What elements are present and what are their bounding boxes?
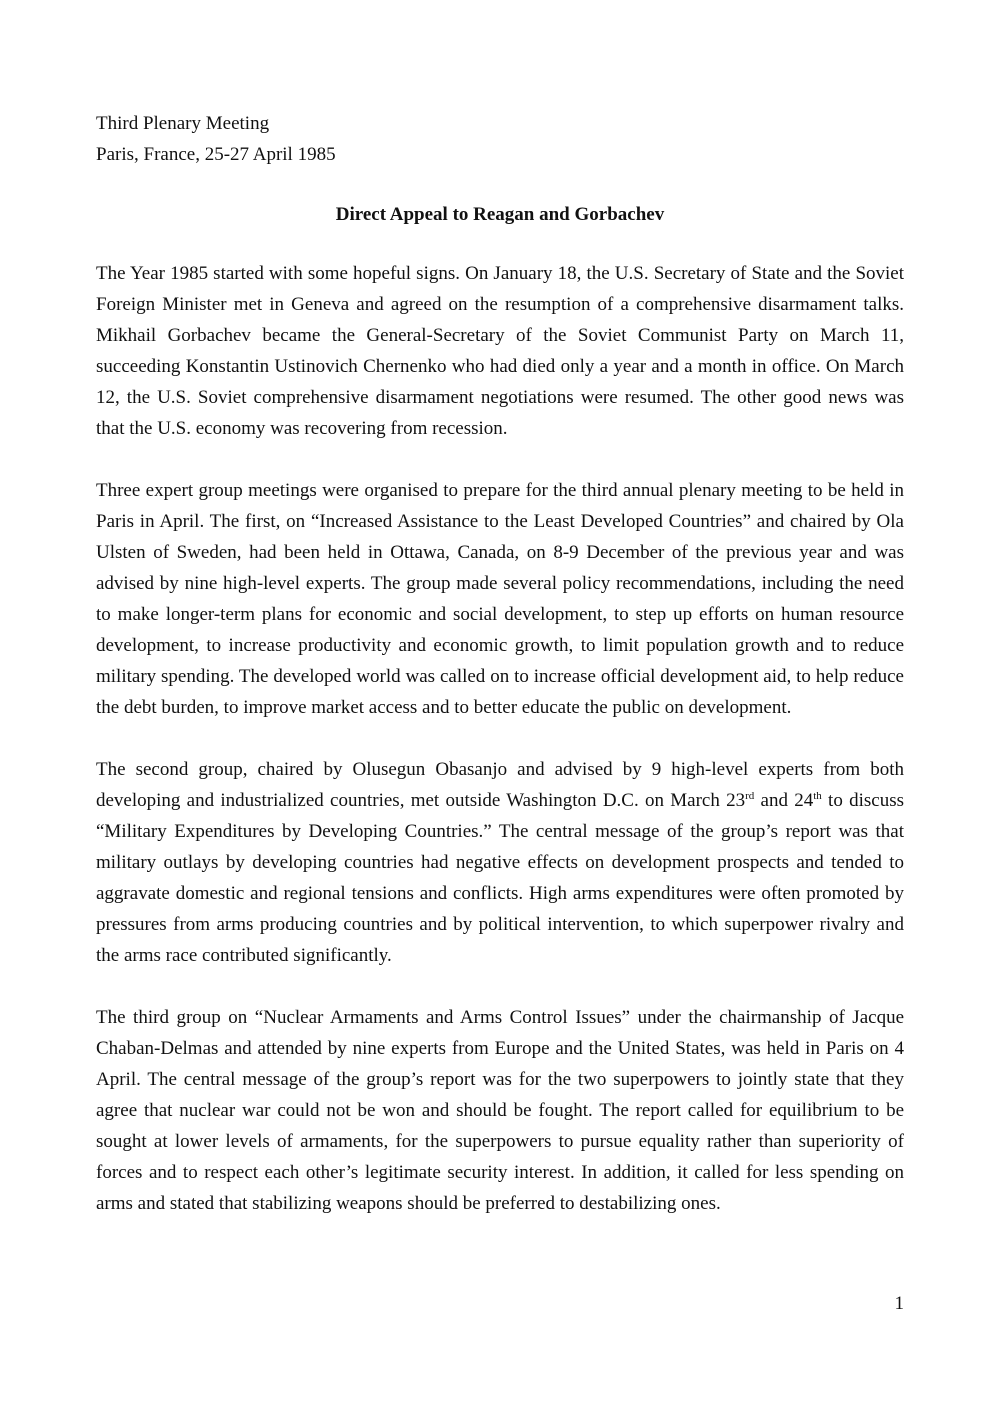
paragraph-2: Three expert group meetings were organised to prepare for the third annual plenary meeting to be held in Paris in April. The first, on “Increased Assistance to the Least Developed Countries” and chaired by Ola Ulsten of Sweden, had been held in Ottawa, Canada, on 8-9 December of the previous year and was advised by nine high-level experts. The group made several policy recommendations, including the need to make longer-term plans for economic and social development, to step up efforts on human resource development, to increase productivity and economic growth, to limit population growth and to reduce military spending. The developed world was called on to increase official development aid, to help reduce the debt burden, to improve market access and to better educate the public on development.: [96, 480, 904, 718]
ordinal-suffix-rd: rd: [745, 790, 755, 802]
paragraph-4: The third group on “Nuclear Armaments and Arms Control Issues” under the chairmanship of Jacque Chaban-Delmas and attended by nine experts from Europe and the United States, was held in Paris on 4 April. The central message of the group’s report was for the two superpowers to jointly state that they agree that nuclear war could not be won and should be fought. The report called for equilibrium to be sought at lower levels of armaments, for the superpowers to pursue equality rather than superiority of forces and to respect each other’s legitimate security interest. In addition, it called for less spending on arms and stated that stabilizing weapons should be preferred to destabilizing ones.: [96, 1007, 904, 1214]
paragraph-3-text-b: and 24: [754, 790, 814, 811]
paragraph-1: The Year 1985 started with some hopeful signs. On January 18, the U.S. Secretary of State and the Soviet Foreign Minister met in Geneva and agreed on the resumption of a comprehensive disarmament talks. Mikhail Gorbachev became the General-Secretary of the Soviet Communist Party on March 11, succeeding Konstantin Ustinovich Chernenko who had died only a year and a month in office. On March 12, the U.S. Soviet comprehensive disarmament negotiations were resumed. The other good news was that the U.S. economy was recovering from recession.: [96, 263, 904, 439]
meeting-location-date: Paris, France, 25-27 April 1985: [96, 144, 336, 165]
document-header: [96, 108, 904, 170]
meeting-name: Third Plenary Meeting: [96, 113, 270, 134]
paragraph-3: [96, 754, 904, 971]
paragraph-3-text-a: The second group, chaired by Olusegun Obasanjo and advised by 9 high-level experts from both developing and industrialized countries, met outside Washington D.C. on March 23: [96, 759, 904, 811]
paragraph-3-text-c: to discuss “Military Expenditures by Developing Countries.” The central message of the group’s report was that military outlays by developing countries had negative effects on development prospects and tended to aggravate domestic and regional tensions and conflicts. High arms expenditures were often promoted by pressures from arms producing countries and by political intervention, to which superpower rivalry and the arms race contributed significantly.: [96, 790, 904, 966]
ordinal-suffix-th: th: [813, 790, 822, 802]
page-number: 1: [894, 1293, 904, 1314]
document-page: [96, 108, 904, 1250]
document-title: Direct Appeal to Reagan and Gorbachev: [335, 204, 665, 225]
